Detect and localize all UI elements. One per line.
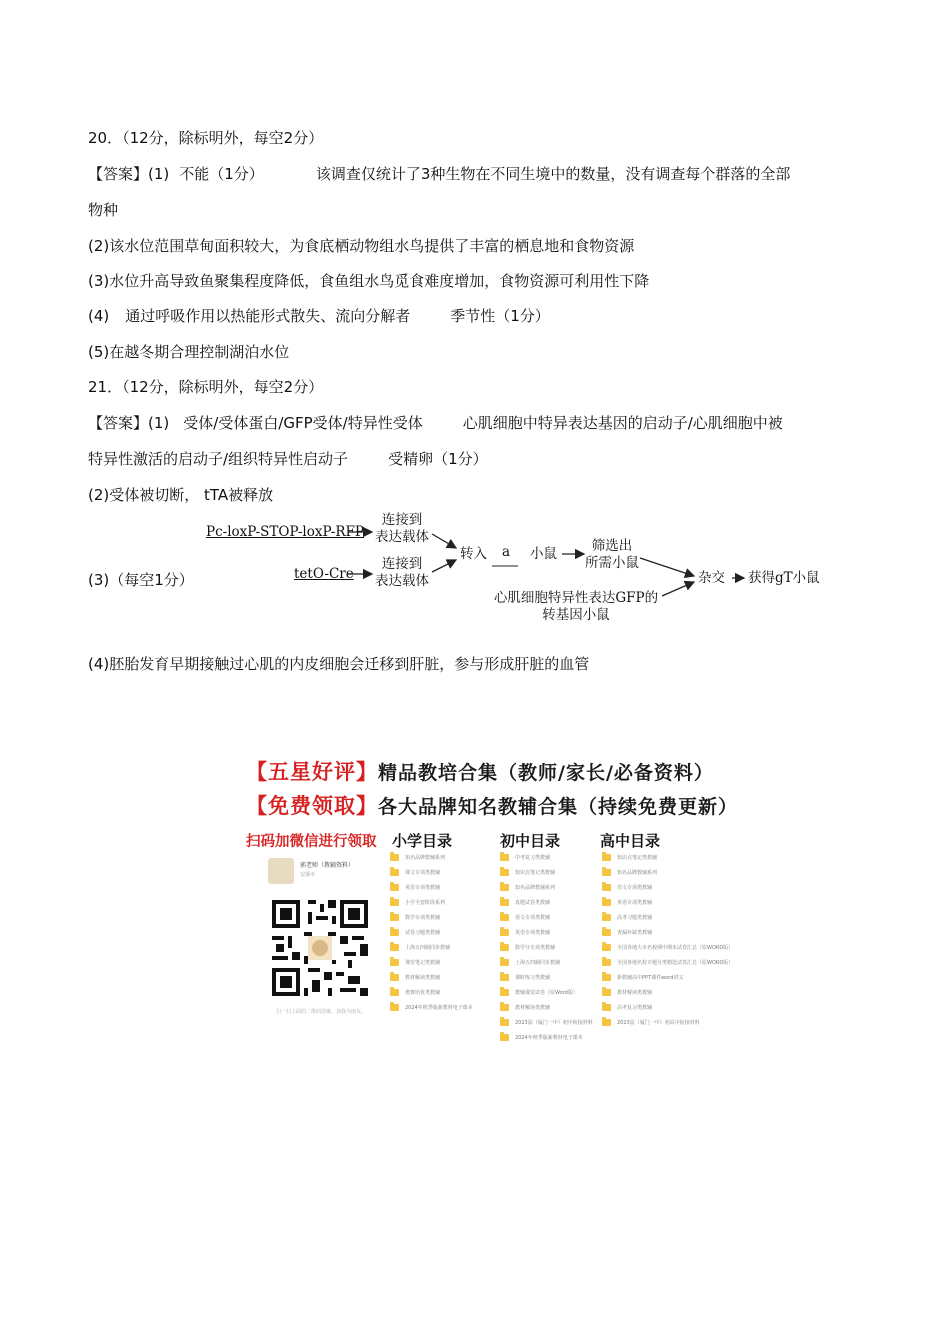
mouse-label: 小鼠 <box>530 546 557 562</box>
list-item-label: 中考复习类教辅 <box>515 855 551 861</box>
list-item[interactable] <box>390 850 473 865</box>
list-item-label: 真题试卷类教辅 <box>515 900 551 906</box>
answer-text: 特异性激活的启动子/组织特异性启动子 <box>88 450 349 468</box>
list-item-label: 查漏补缺类教辅 <box>617 930 653 936</box>
list-item[interactable] <box>390 940 473 955</box>
folder-icon <box>390 869 399 876</box>
folder-icon <box>390 959 399 966</box>
list-item-label: 教辅课堂试卷（原Word版） <box>515 990 578 996</box>
list-item[interactable] <box>500 910 593 925</box>
q20-answer-5: (5)在越冬期合理控制湖泊水位 <box>88 343 290 361</box>
folder-icon <box>390 899 399 906</box>
list-item-label: 课文专项类教辅 <box>405 870 441 876</box>
link-vector-1-line2: 表达载体 <box>375 529 429 545</box>
promo-text-2: 各大品牌知名教辅合集（持续免费更新） <box>378 796 739 818</box>
high-catalog-title: 高中目录 <box>600 832 661 850</box>
list-item-label: 数学分专项类教辅 <box>515 945 556 951</box>
link-vector-1 <box>372 512 432 546</box>
promo-headline-2 <box>246 790 738 820</box>
list-item[interactable] <box>390 955 473 970</box>
link-vector-2 <box>372 556 432 590</box>
folder-icon <box>602 1019 611 1026</box>
list-item-label: 语文专项类教辅 <box>515 915 551 921</box>
flow-diagram <box>200 510 840 630</box>
answer-text: 心肌细胞中特异表达基因的启动子/心肌细胞中被 <box>462 414 783 432</box>
list-item-label: 知名品牌教辅系列 <box>617 870 658 876</box>
folder-icon <box>602 869 611 876</box>
list-item[interactable] <box>500 1015 593 1030</box>
answer-text: 受体/受体蛋白/GFP受体/特异性受体 <box>183 414 423 432</box>
answer-text: 受精卵（1分） <box>388 450 488 468</box>
answer-text: 不能（1分） <box>179 165 264 183</box>
promo-banner <box>246 750 739 1041</box>
promo-tag-2: 【免费领取】 <box>246 794 378 818</box>
q20-answer-4 <box>88 306 550 326</box>
link-vector-2-line2: 表达载体 <box>375 573 429 589</box>
scan-instruction: 扫码加微信进行领取 <box>246 834 377 850</box>
folder-icon <box>500 869 509 876</box>
blank-a: a <box>501 544 511 560</box>
list-item-label: 全国各地名校专题分类精选试卷汇总（原WORD版） <box>617 960 734 966</box>
list-item[interactable] <box>500 865 593 880</box>
list-item[interactable] <box>500 1030 593 1045</box>
list-item[interactable] <box>602 910 733 925</box>
cross-label: 杂交 <box>698 570 725 586</box>
list-item[interactable] <box>500 1000 593 1015</box>
list-item-label: 知名品牌教辅系列 <box>515 885 556 891</box>
q21-answer-1-cont <box>88 449 488 469</box>
list-item[interactable] <box>500 970 593 985</box>
promo-tag-1: 【五星好评】 <box>246 760 378 784</box>
list-item-label: 英语专项类教辅 <box>515 930 551 936</box>
list-item-label: 教材解读类教辅 <box>617 990 653 996</box>
folder-icon <box>602 944 611 951</box>
list-item[interactable] <box>500 895 593 910</box>
promo-headline-1 <box>246 756 714 786</box>
q21-answer-3-label: (3)（每空1分） <box>88 571 194 589</box>
answer-label: 【答案】 <box>88 165 149 183</box>
gfp-mouse-label <box>490 590 662 624</box>
construct-cre <box>294 566 354 583</box>
list-item[interactable] <box>602 880 733 895</box>
folder-icon <box>500 899 509 906</box>
q20-header: 20．（12分，除标明外，每空2分） <box>88 129 324 147</box>
list-item[interactable] <box>602 1015 733 1030</box>
list-item[interactable] <box>602 850 733 865</box>
screen-label <box>584 538 640 572</box>
folder-icon <box>500 1004 509 1011</box>
qr-note: 扫一扫上面的二维码图案，加我为朋友。 <box>276 1009 367 1015</box>
list-item-label: 试卷习题类教辅 <box>405 930 441 936</box>
folder-icon <box>390 929 399 936</box>
folder-icon <box>602 899 611 906</box>
wechat-card <box>268 854 378 890</box>
list-item-label: 2023届（厦门一中）初高中衔接材料 <box>617 1020 700 1026</box>
item-number: (4) <box>88 307 110 325</box>
list-item[interactable] <box>390 985 473 1000</box>
list-item[interactable] <box>390 880 473 895</box>
list-item-label: 知识点笔记类教辅 <box>617 855 658 861</box>
list-item[interactable] <box>390 895 473 910</box>
folder-icon <box>500 989 509 996</box>
list-item-label: 奥赛培优类教辅 <box>405 990 441 996</box>
list-item[interactable] <box>602 865 733 880</box>
folder-icon <box>500 1019 509 1026</box>
link-vector-1-line1: 连接到 <box>381 512 423 528</box>
result-label: 获得gT小鼠 <box>748 570 820 586</box>
list-item[interactable] <box>602 985 733 1000</box>
list-item[interactable] <box>500 850 593 865</box>
list-item-label: 上海五四制同步教辅 <box>515 960 561 966</box>
list-item-label: 新教辅高中PPT课件word讲义 <box>617 975 684 981</box>
wechat-location: 安溪市 <box>300 872 316 878</box>
folder-icon <box>602 914 611 921</box>
folder-icon <box>602 929 611 936</box>
list-item-label: 英语专项类教辅 <box>405 885 441 891</box>
list-item[interactable] <box>390 1000 473 1015</box>
q20-answer-1-cont: 物种 <box>88 201 119 219</box>
list-item-label: 数学专项类教辅 <box>405 915 441 921</box>
q21-answer-1 <box>88 413 783 433</box>
answer-text: 该调查仅统计了3种生物在不同生境中的数量，没有调查每个群落的全部 <box>315 165 791 183</box>
list-item-label: 高考习题类教辅 <box>617 915 653 921</box>
transfer-label: 转入 <box>460 546 487 562</box>
list-item-label: 课时练习类教辅 <box>515 975 551 981</box>
list-item-label: 高考复习类教辅 <box>617 1005 653 1011</box>
folder-icon <box>390 914 399 921</box>
folder-icon <box>500 929 509 936</box>
folder-icon <box>602 989 611 996</box>
list-item-label: 语文专项类教辅 <box>617 885 653 891</box>
q21-answer-2: (2)受体被切断， tTA被释放 <box>88 486 274 504</box>
list-item[interactable] <box>500 985 593 1000</box>
list-item-label: 全国各地大市名校期中期末试卷汇总（原WORD版） <box>617 945 734 951</box>
promo-text-1: 精品教培合集（教师/家长/必备资料） <box>378 762 714 784</box>
list-item[interactable] <box>390 925 473 940</box>
middle-catalog-title: 初中目录 <box>500 832 561 850</box>
construct-cre-label: tetO-Cre <box>294 566 354 582</box>
primary-catalog-title: 小学目录 <box>392 832 453 850</box>
list-item-label: 2024年秋季版新教材电子课本 <box>405 1005 473 1011</box>
list-item-label: 2023届（厦门一中）初中衔接材料 <box>515 1020 593 1026</box>
folder-icon <box>602 854 611 861</box>
list-item-label: 2024年秋季版新教材电子课本 <box>515 1035 583 1041</box>
q20-answer-1 <box>88 164 790 184</box>
list-item[interactable] <box>602 895 733 910</box>
screen-line2: 所需小鼠 <box>585 555 639 571</box>
answer-text: 季节性（1分） <box>450 307 550 325</box>
list-item[interactable] <box>602 940 733 955</box>
folder-icon <box>390 989 399 996</box>
list-item-label: 小学全套阶段系列 <box>405 900 446 906</box>
folder-icon <box>390 1004 399 1011</box>
folder-icon <box>500 884 509 891</box>
folder-icon <box>602 1004 611 1011</box>
list-item[interactable] <box>390 910 473 925</box>
list-item[interactable] <box>602 955 733 970</box>
list-item[interactable] <box>500 880 593 895</box>
construct-rfp <box>206 524 364 541</box>
wechat-name: 郭老师（教辅资料） <box>300 862 355 869</box>
folder-icon <box>602 884 611 891</box>
folder-icon <box>500 854 509 861</box>
list-item[interactable] <box>602 925 733 940</box>
avatar <box>268 858 294 884</box>
folder-icon <box>390 974 399 981</box>
answer-label: 【答案】 <box>88 414 149 432</box>
list-item[interactable] <box>602 1000 733 1015</box>
answer-text: 通过呼吸作用以热能形式散失、流向分解者 <box>125 307 411 325</box>
construct-rfp-label: Pc-loxP-STOP-loxP-RFP <box>206 524 364 540</box>
folder-icon <box>390 884 399 891</box>
high-catalog-list <box>602 850 733 1030</box>
folder-icon <box>500 1034 509 1041</box>
list-item[interactable] <box>500 925 593 940</box>
list-item-label: 上海五四制同步教辅 <box>405 945 451 951</box>
list-item[interactable] <box>390 865 473 880</box>
list-item-label: 教材解读类教辅 <box>515 1005 551 1011</box>
list-item[interactable] <box>500 940 593 955</box>
folder-icon <box>500 944 509 951</box>
middle-catalog-list <box>500 850 593 1045</box>
link-vector-2-line1: 连接到 <box>381 556 423 572</box>
screen-line1: 筛选出 <box>591 538 633 554</box>
q20-answer-3: (3)水位升高导致鱼聚集程度降低，食鱼组水鸟觅食难度增加，食物资源可利用性下降 <box>88 272 650 290</box>
gfp-line2: 转基因小鼠 <box>542 607 610 623</box>
list-item[interactable] <box>390 970 473 985</box>
list-item-label: 英语专项类教辅 <box>617 900 653 906</box>
list-item-label: 课堂笔记类教辅 <box>405 960 441 966</box>
item-number: (1) <box>148 414 170 432</box>
list-item-label: 知识点笔记类教辅 <box>515 870 556 876</box>
folder-icon <box>602 959 611 966</box>
primary-catalog-list <box>390 850 473 1015</box>
folder-icon <box>390 854 399 861</box>
list-item[interactable] <box>500 955 593 970</box>
folder-icon <box>500 959 509 966</box>
q21-header: 21．（12分，除标明外，每空2分） <box>88 378 324 396</box>
list-item[interactable] <box>602 970 733 985</box>
gfp-line1: 心肌细胞特异性表达GFP的 <box>493 590 659 606</box>
folder-icon <box>390 944 399 951</box>
list-item-label: 教材解读类教辅 <box>405 975 441 981</box>
folder-icon <box>602 974 611 981</box>
list-item-label: 知名品牌教辅系列 <box>405 855 446 861</box>
folder-icon <box>500 974 509 981</box>
qr-code-icon[interactable] <box>268 896 372 1000</box>
q21-answer-4: (4)胚胎发育早期接触过心肌的内皮细胞会迁移到肝脏，参与形成肝脏的血管 <box>88 655 590 673</box>
folder-icon <box>500 914 509 921</box>
q20-answer-2: (2)该水位范围草甸面积较大，为食底栖动物组水鸟提供了丰富的栖息地和食物资源 <box>88 237 635 255</box>
item-number: (1) <box>148 165 170 183</box>
